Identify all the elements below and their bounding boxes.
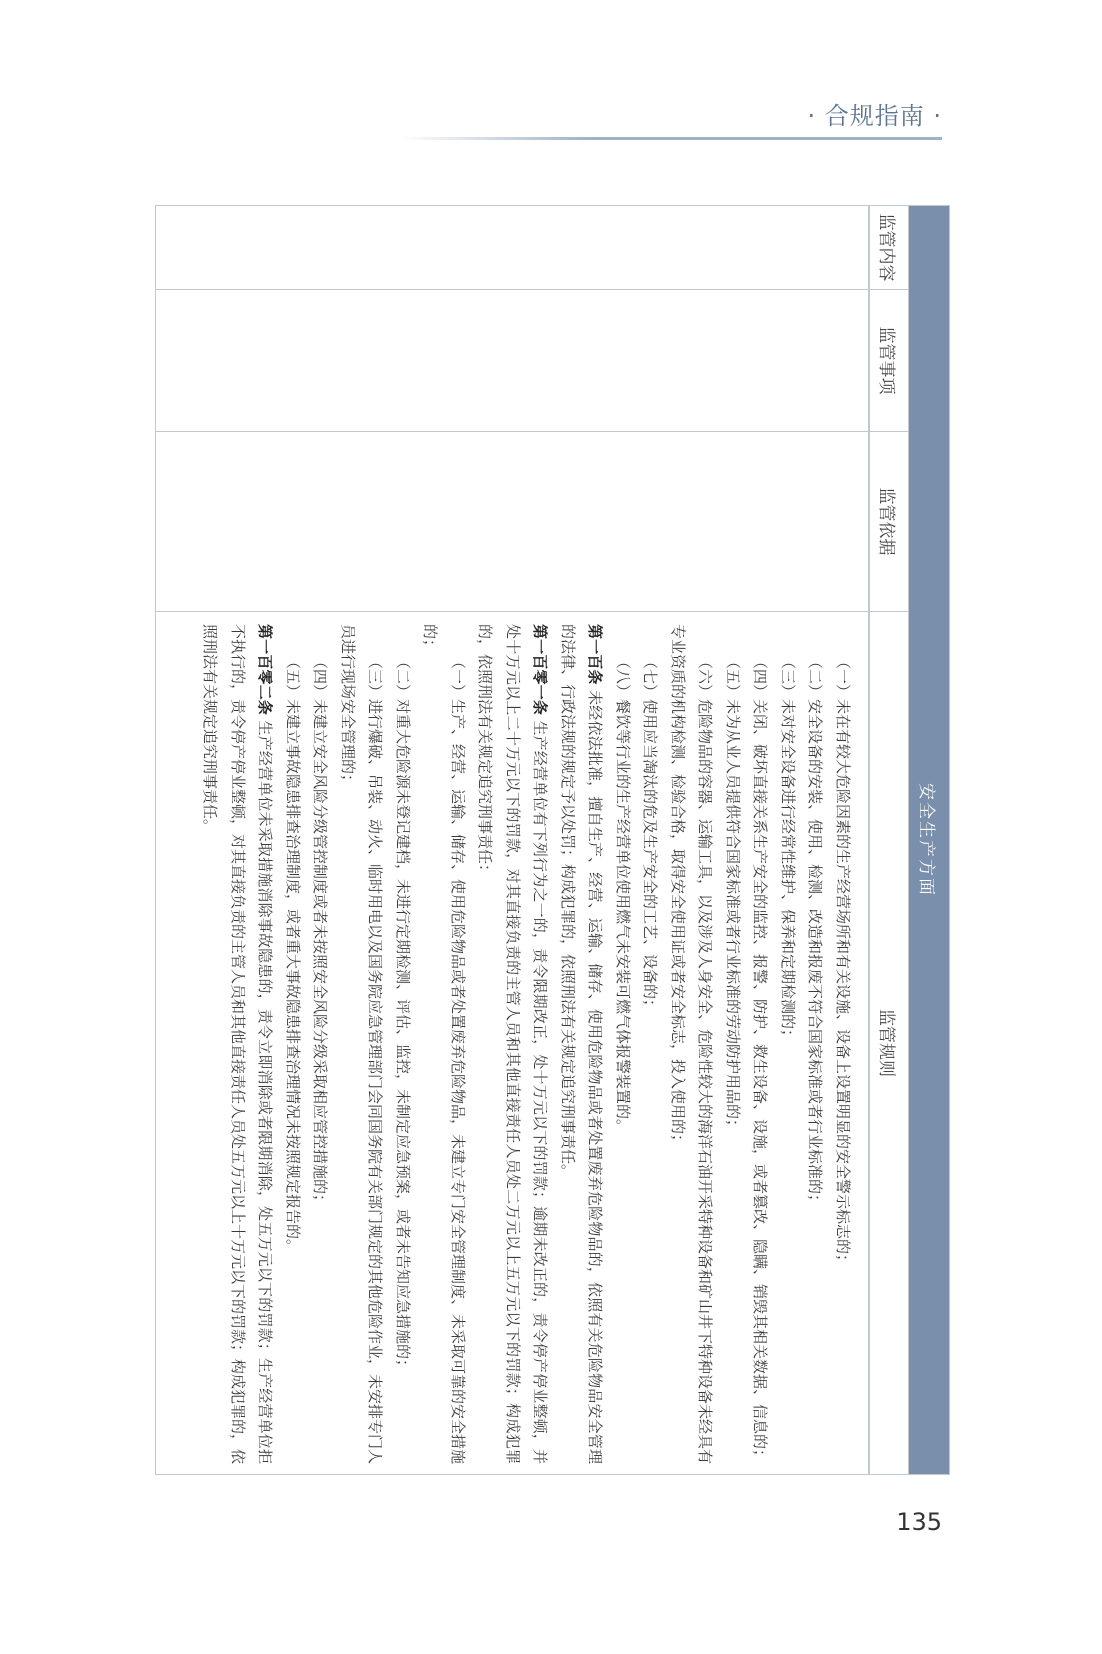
rules-cell [156,612,870,1475]
header-rule [400,137,942,140]
rule-text: （四）未建立安全风险分级管控制度或者未按照安全风险分级采取相应管控措施的； [311,654,330,1210]
rule-text: （二）安全设备的安装、使用、检测、改造和报废不符合国家标准或者行业标准的； [806,654,825,1210]
rule-text: （一）未在有较大危险因素的生产经营场所和有关设施、设备上设置明显的安全警示标志的； [834,654,852,1270]
rule-paragraph [279,624,307,1464]
rule-text: （三）未对安全设备进行经常性维护、保养和定期检测的； [779,654,797,1045]
running-header-title: · 合规指南 · [807,102,942,130]
rule-paragraph [334,624,389,1464]
rule-text: （八）餐饮等行业的生产经营单位使用燃气未安装可燃气体报警装置的。 [614,654,632,1135]
column-header-item: 监管事项 [869,290,909,432]
rules-list [196,624,856,1464]
rule-text: （七）使用应当淘汰的危及生产安全的工艺、设备的； [641,654,660,1015]
rule-text: 生产经营单位有下列行为之一的，责令限期改正，处十万元以下的罚款；逾期未改正的，责令停产停业整顿，并处十万元以上二十万元以下的罚款，对其直接负责的主管人员和其他直接责任人员处二万元以上五万元以下的罚款；构成犯罪的，依照刑法有关规定追究刑事责任： [476,624,550,1464]
column-header-content: 监管内容 [869,206,909,290]
rule-paragraph [306,624,334,1464]
rule-paragraph [196,624,279,1464]
article-number: 第一百零二条 [256,624,275,721]
rule-paragraph [746,624,774,1464]
rule-paragraph [389,624,417,1464]
article-number: 第一百零一条 [531,624,550,721]
rule-paragraph [664,624,719,1464]
rule-text: （五）未建立事故隐患排查治理制度，或者重大事故隐患排查治理情况未按照规定报告的。 [284,654,302,1255]
rule-text: （六）危险物品的容器、运输工具，以及涉及人身安全、危险性较大的海洋石油开采特种设备和矿山井下特种设备未经具有专业资质的机构检测、检验合格，取得安全使用证或者安全标志，投入使用的； [669,624,715,1465]
rule-paragraph [719,624,747,1464]
column-header-basis: 监管依据 [869,432,909,612]
rule-text: （三）进行爆破、吊装、动火、临时用电以及国务院应急管理部门会同国务院有关部门规定的其他危险作业，未安排专门人员进行现场安全管理的； [339,624,385,1465]
rule-paragraph [801,624,829,1464]
page-number: 135 [896,1508,942,1536]
rule-paragraph [829,624,857,1464]
rule-text: （四）关闭、破坏直接关系生产安全的监控、报警、防护、救生设备、设施，或者篡改、隐瞒、销毁其相关数据、信息的； [751,654,770,1465]
rule-paragraph [471,624,554,1464]
rule-text: 生产经营单位未采取措施消除事故隐患的，责令立即消除或者限期消除，处五万元以下的罚款；生产经营单位拒不执行的，责令停产停业整顿，对其直接负责的主管人员和其他直接责任人员处五万元以上十万元以下的罚款；构成犯罪的，依照刑法有关规定追究刑事责任。 [201,624,275,1465]
section-title: 安全生产方面 [909,206,950,1475]
basis-cell [156,432,870,612]
rotated-table-wrapper [155,205,950,1475]
column-header-rules: 监管规则 [869,612,909,1475]
rule-text: （五）未为从业人员提供符合国家标准或者行业标准的劳动防护用品的； [724,654,742,1135]
rule-text: （二）对重大危险源未登记建档，未进行定期检测、评估、监控，未制定应急预案，或者未告知应急措施的； [394,654,412,1375]
article-number: 第一百条 [586,624,605,691]
item-cell [156,290,870,432]
content-cell [156,206,870,290]
rule-paragraph [609,624,637,1464]
rule-paragraph [416,624,471,1464]
regulation-table [155,205,950,1475]
rule-text: 未经依法批准，擅自生产、经营、运输、储存、使用危险物品或者处置废弃危险物品的，依照有关危险物品安全管理的法律、行政法规的规定予以处罚；构成犯罪的，依照刑法有关规定追究刑事责任。 [559,624,605,1464]
rule-paragraph [554,624,609,1464]
rule-paragraph [774,624,802,1464]
rule-text: （一）生产、经营、运输、储存、使用危险物品或者处置废弃危险物品，未建立专门安全管理制度、未采取可靠的安全措施的； [421,624,467,1465]
rule-paragraph [636,624,664,1464]
